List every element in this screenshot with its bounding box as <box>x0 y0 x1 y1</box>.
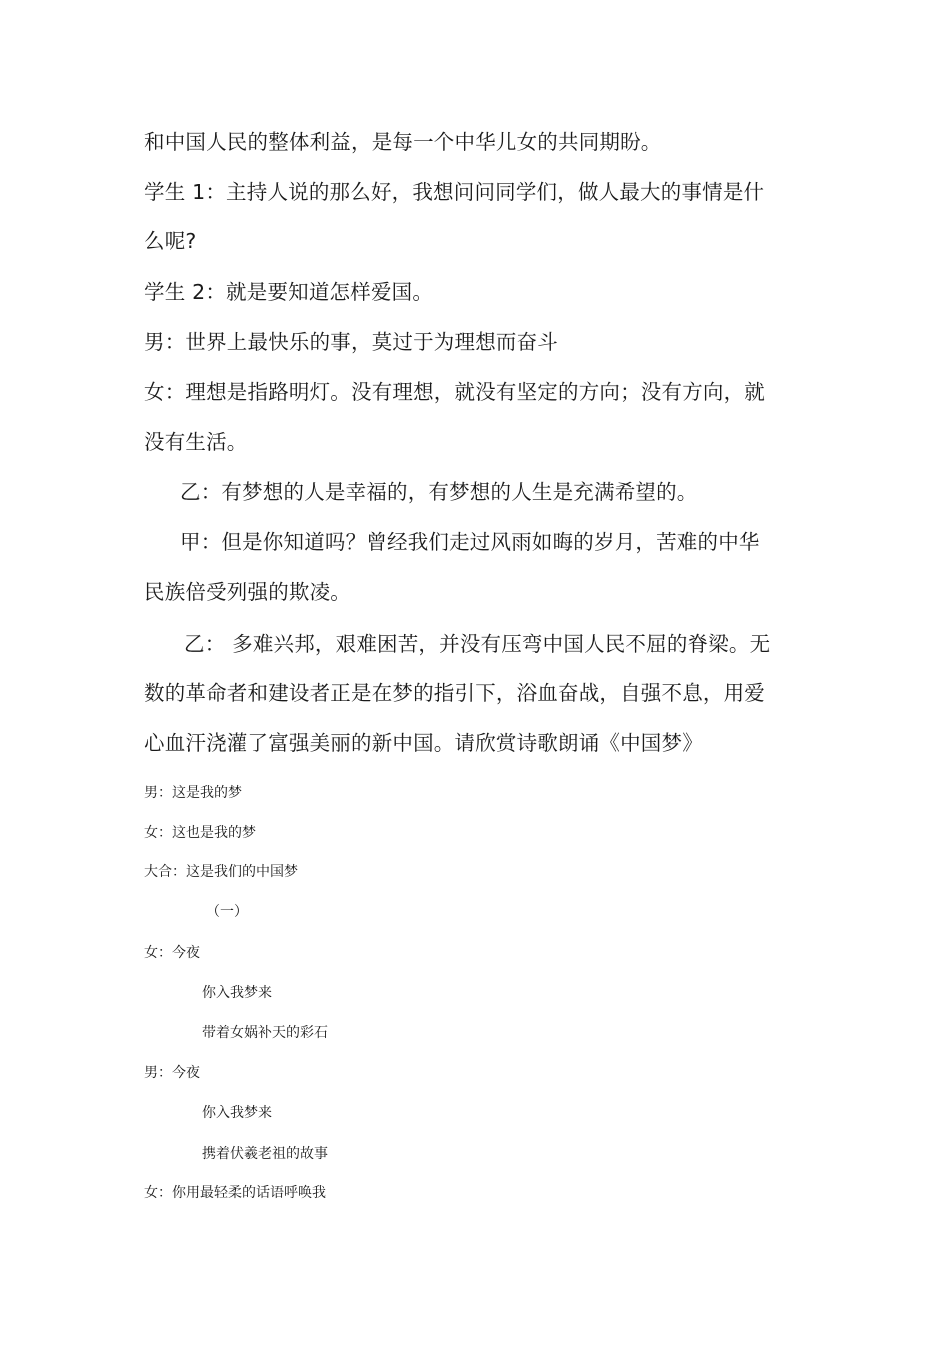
paragraph-line: 乙：有梦想的人是幸福的，有梦想的人生是充满希望的。 <box>180 480 698 504</box>
poem-line: 携着伏羲老祖的故事 <box>202 1146 328 1162</box>
paragraph-line: 乙： 多难兴邦，艰难困苦，并没有压弯中国人民不屈的脊梁。无 <box>184 632 771 656</box>
paragraph-line: 学生 2：就是要知道怎样爱国。 <box>144 280 434 304</box>
paragraph-line: 女：理想是指路明灯。没有理想，就没有坚定的方向；没有方向，就 <box>144 380 765 404</box>
paragraph-line: 民族倍受列强的欺凌。 <box>144 580 351 604</box>
poem-line: 男：这是我的梦 <box>144 785 242 801</box>
poem-line: 带着女娲补天的彩石 <box>202 1025 328 1041</box>
poem-line: 你入我梦来 <box>202 985 272 1001</box>
poem-line: 大合：这是我们的中国梦 <box>144 864 298 880</box>
paragraph-line: 心血汗浇灌了富强美丽的新中国。请欣赏诗歌朗诵《中国梦》 <box>144 731 703 755</box>
paragraph-line: 男：世界上最快乐的事，莫过于为理想而奋斗 <box>144 330 558 354</box>
poem-line: 女：今夜 <box>144 945 200 961</box>
poem-line: 女：这也是我的梦 <box>144 825 256 841</box>
paragraph-line: 数的革命者和建设者正是在梦的指引下，浴血奋战，自强不息，用爱 <box>144 681 765 705</box>
paragraph-line: 没有生活。 <box>144 430 248 454</box>
paragraph-line: 么呢? <box>144 229 197 253</box>
paragraph-line: 学生 1：主持人说的那么好，我想问问同学们，做人最大的事情是什 <box>144 180 765 204</box>
poem-line: 你入我梦来 <box>202 1105 272 1121</box>
section-heading: （一） <box>206 904 248 920</box>
paragraph-line: 甲：但是你知道吗？曾经我们走过风雨如晦的岁月，苦难的中华 <box>180 530 760 554</box>
poem-line: 女：你用最轻柔的话语呼唤我 <box>144 1185 326 1201</box>
paragraph-line: 和中国人民的整体利益，是每一个中华儿女的共同期盼。 <box>144 130 662 154</box>
poem-line: 男：今夜 <box>144 1065 200 1081</box>
